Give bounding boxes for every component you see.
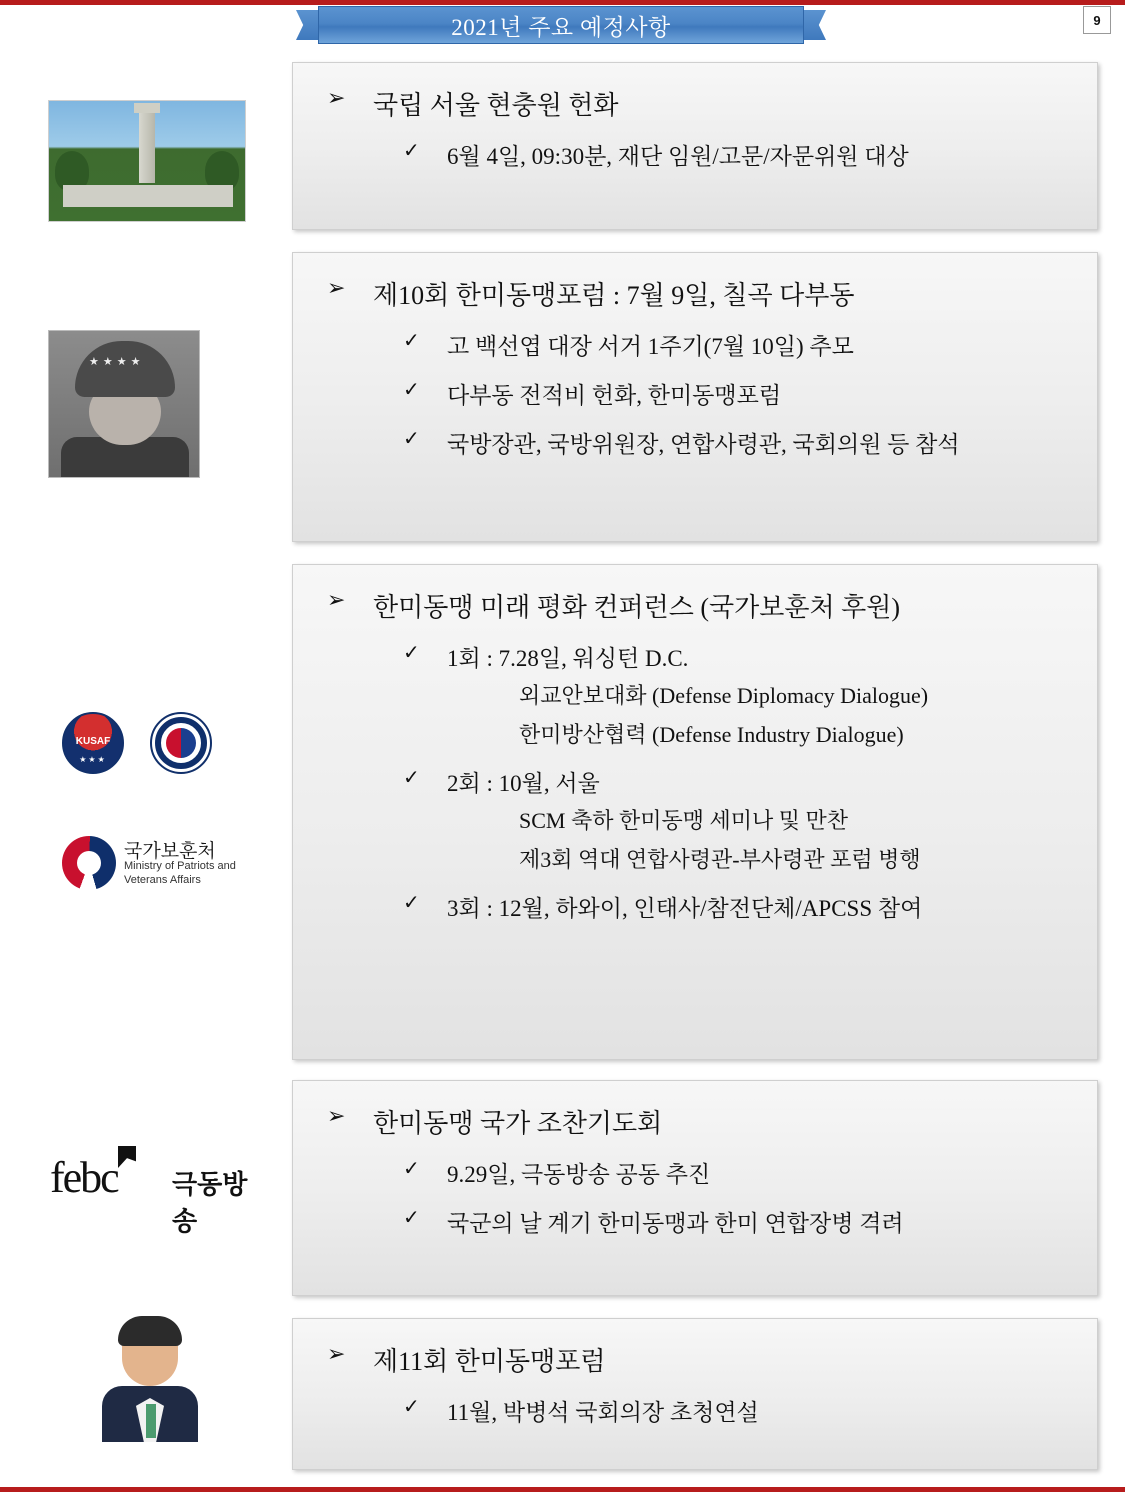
kdva-emblem-icon — [150, 712, 212, 774]
febc-logo — [50, 1144, 265, 1236]
block-heading — [327, 85, 1079, 122]
arrow-bullet-icon: ➢ — [327, 275, 346, 300]
list-item — [403, 1156, 1079, 1189]
list-item-label: 2회 : 10월, 서울 — [447, 771, 600, 796]
arrow-bullet-icon: ➢ — [327, 85, 346, 110]
block-heading — [327, 1341, 1079, 1378]
list-item-label: 국방장관, 국방위원장, 연합사령관, 국회의원 등 참석 — [447, 432, 960, 457]
page-title: 2021년 주요 예정사항 — [451, 14, 671, 40]
list-item-label: 6월 4일, 09:30분, 재단 임원/고문/자문위원 대상 — [447, 144, 909, 169]
list-item — [403, 765, 1079, 798]
list-item-label: 국군의 날 계기 한미동맹과 한미 연합장병 격려 — [447, 1211, 904, 1236]
check-bullet-icon: ✓ — [403, 428, 420, 450]
memorial-plaza-icon — [63, 185, 233, 207]
title-banner — [296, 6, 826, 44]
list-item — [403, 1205, 1079, 1238]
arrow-bullet-icon: ➢ — [327, 1103, 346, 1128]
memorial-photo — [48, 100, 246, 222]
check-bullet-icon: ✓ — [403, 767, 420, 789]
block-heading-text: 한미동맹 미래 평화 컨퍼런스 (국가보훈처 후원) — [373, 593, 901, 622]
banner-body — [318, 6, 804, 44]
general-portrait-photo — [48, 330, 200, 478]
block-heading — [327, 1103, 1079, 1140]
check-bullet-icon: ✓ — [403, 1207, 420, 1229]
check-bullet-icon: ✓ — [403, 1158, 420, 1180]
mpva-logo-ko: 국가보훈처 — [124, 841, 216, 862]
banner-tail-right-icon — [802, 10, 826, 40]
mpva-logo — [62, 832, 262, 898]
helmet-icon — [75, 341, 175, 397]
block-heading-text: 제11회 한미동맹포럼 — [373, 1347, 606, 1376]
list-item-label: 다부동 전적비 헌화, 한미동맹포럼 — [447, 383, 782, 408]
bottom-divider — [0, 1487, 1125, 1492]
content-block-1 — [292, 62, 1098, 230]
block-heading-text: 제10회 한미동맹포럼 : 7월 9일, 칠곡 다부동 — [373, 281, 855, 310]
memorial-tower-icon — [139, 109, 155, 183]
content-block-2 — [292, 252, 1098, 542]
banner-tail-left-icon — [296, 10, 320, 40]
check-bullet-icon: ✓ — [403, 1396, 420, 1418]
check-bullet-icon: ✓ — [403, 892, 420, 914]
sub-item-label: 한미방산협력 (Defense Industry Dialogue) — [519, 722, 904, 747]
list-item-label: 1회 : 7.28일, 워싱턴 D.C. — [447, 646, 689, 671]
block-heading-text: 한미동맹 국가 조찬기도회 — [373, 1109, 663, 1138]
taegeuk-icon — [62, 836, 116, 890]
check-bullet-icon: ✓ — [403, 642, 420, 664]
febc-flag-icon — [118, 1146, 136, 1168]
febc-logo-ko: 극동방송 — [172, 1169, 248, 1236]
arrow-bullet-icon: ➢ — [327, 587, 346, 612]
content-block-4 — [292, 1080, 1098, 1296]
hair-icon — [118, 1316, 182, 1346]
list-item — [403, 640, 1079, 673]
tie-icon — [146, 1404, 156, 1438]
block-heading — [327, 275, 1079, 312]
block-heading — [327, 587, 1079, 624]
list-item-label: 9.29일, 극동방송 공동 추진 — [447, 1162, 711, 1187]
febc-wordmark: febc — [50, 1153, 118, 1202]
list-item — [403, 328, 1079, 361]
page-number: 9 — [1083, 6, 1111, 34]
sub-item-label: 외교안보대화 (Defense Diplomacy Dialogue) — [519, 683, 929, 708]
block-heading-text: 국립 서울 현충원 헌화 — [373, 91, 619, 120]
content-block-5 — [292, 1318, 1098, 1470]
list-item — [403, 1394, 1079, 1427]
check-bullet-icon: ✓ — [403, 140, 420, 162]
list-item — [403, 138, 1079, 171]
list-item-label: 11월, 박병석 국회의장 초청연설 — [447, 1400, 759, 1425]
sub-item-label: SCM 축하 한미동맹 세미나 및 만찬 — [519, 808, 848, 833]
list-item-label: 고 백선엽 대장 서거 1주기(7월 10일) 추모 — [447, 334, 854, 359]
list-item — [403, 890, 1079, 923]
list-item — [403, 377, 1079, 410]
kusaf-emblem-icon: KUSAF ★★★ — [62, 712, 124, 774]
arrow-bullet-icon: ➢ — [327, 1341, 346, 1366]
speaker-portrait-photo — [96, 1314, 204, 1442]
mpva-logo-en: Ministry of Patriots and Veterans Affairs — [124, 860, 236, 886]
list-item — [403, 426, 1079, 459]
check-bullet-icon: ✓ — [403, 379, 420, 401]
check-bullet-icon: ✓ — [403, 330, 420, 352]
top-divider — [0, 0, 1125, 5]
rank-stars-icon: ★★★★ — [89, 356, 145, 368]
sub-item-label: 제3회 역대 연합사령관-부사령관 포럼 병행 — [519, 847, 921, 872]
content-block-3 — [292, 564, 1098, 1060]
list-item-label: 3회 : 12월, 하와이, 인태사/참전단체/APCSS 참여 — [447, 896, 923, 921]
